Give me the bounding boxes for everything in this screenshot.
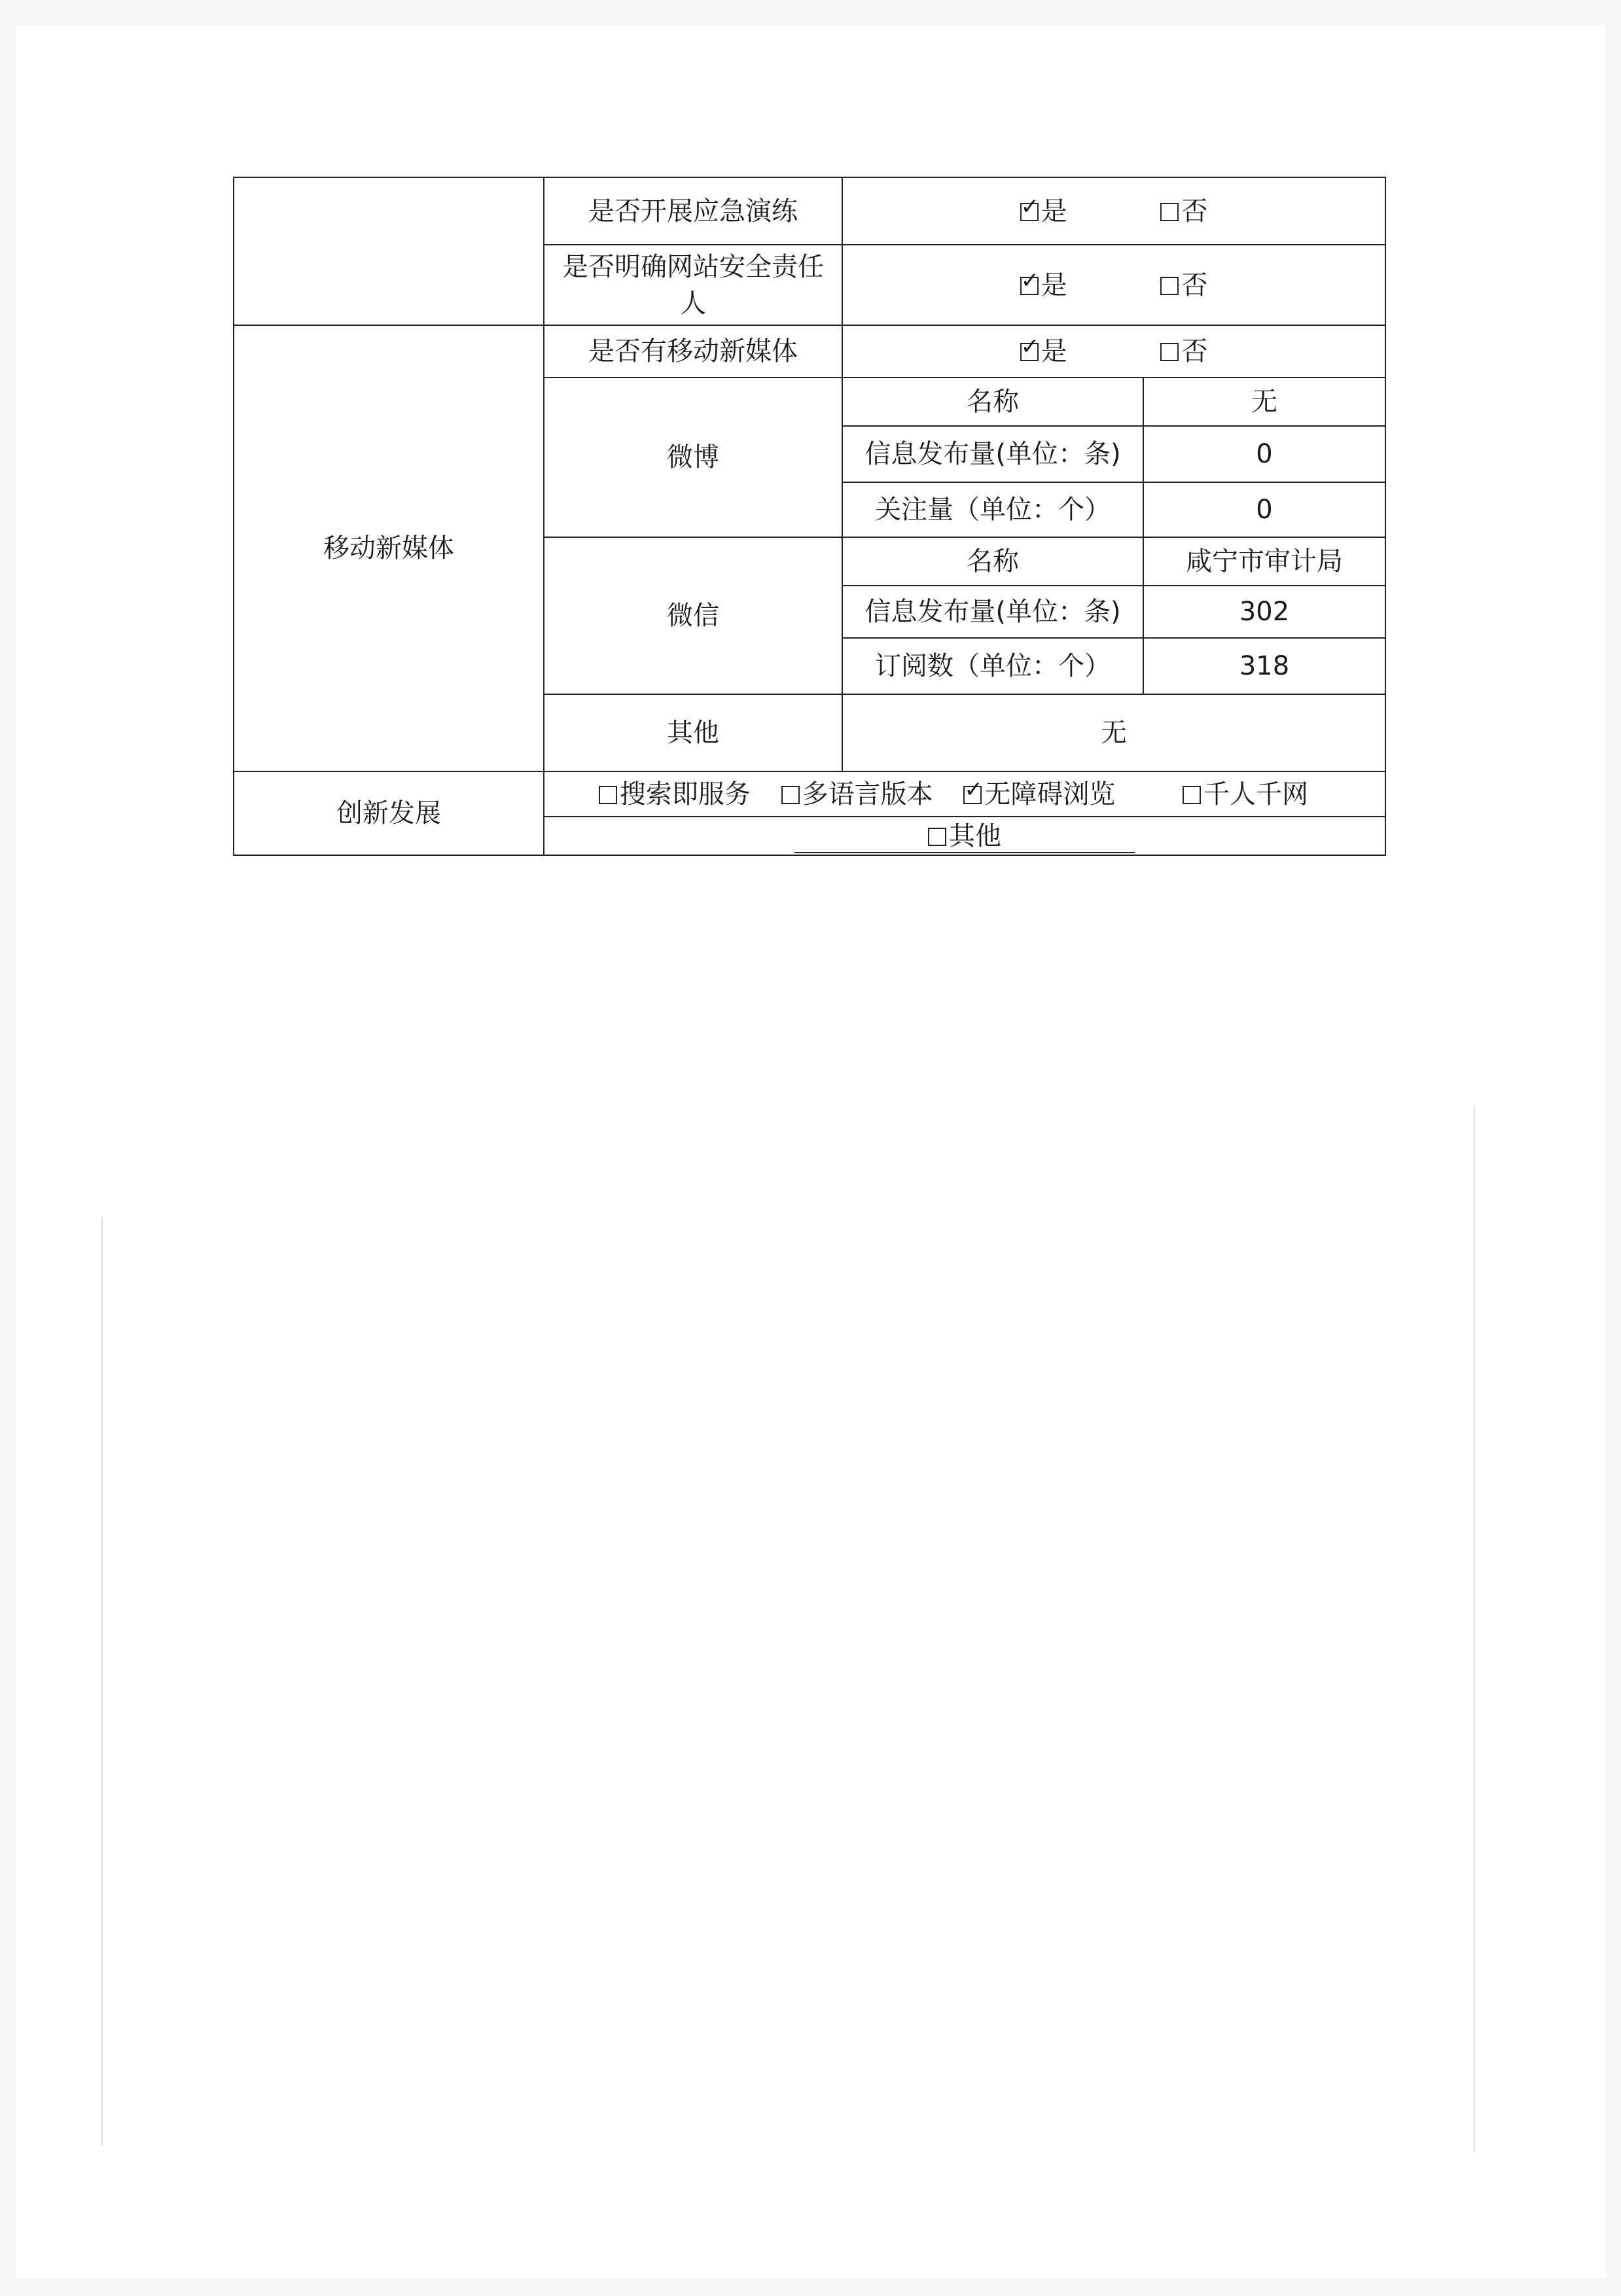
search-service-option[interactable]: 搜索即服务 bbox=[599, 776, 751, 813]
website-report-table bbox=[233, 177, 1386, 856]
has-mobile-no-option[interactable]: 否 bbox=[1160, 333, 1207, 370]
has-mobile-options bbox=[842, 325, 1385, 378]
has-mobile-yes-option[interactable]: ✓ 是 bbox=[1020, 334, 1067, 366]
officer-yes-option[interactable]: ✓ 是 bbox=[1020, 267, 1067, 300]
table-row bbox=[234, 771, 1385, 817]
has-mobile-label: 是否有移动新媒体 bbox=[544, 325, 842, 378]
accessible-browsing-option[interactable]: ✓ 无障碍浏览 bbox=[964, 776, 1116, 809]
other-media-value: 无 bbox=[842, 694, 1385, 771]
weibo-follow-label: 关注量（单位：个） bbox=[842, 482, 1143, 537]
weibo-label: 微博 bbox=[544, 378, 842, 537]
officer-options bbox=[842, 245, 1385, 325]
empty-checkbox-icon[interactable] bbox=[599, 786, 617, 804]
innovation-section-label: 创新发展 bbox=[234, 771, 544, 855]
empty-checkbox-icon[interactable] bbox=[1160, 203, 1179, 221]
empty-checkbox-icon[interactable] bbox=[1160, 277, 1179, 295]
empty-checkbox-icon[interactable] bbox=[1183, 786, 1201, 804]
weibo-follow-value: 0 bbox=[1143, 482, 1385, 537]
weixin-subs-value: 318 bbox=[1143, 638, 1385, 694]
checked-checkbox-icon[interactable]: ✓ bbox=[1020, 334, 1040, 360]
officer-no-option[interactable]: 否 bbox=[1160, 267, 1207, 304]
innovation-options bbox=[544, 771, 1385, 817]
weixin-name-value: 咸宁市审计局 bbox=[1143, 537, 1385, 586]
innovation-other bbox=[544, 817, 1385, 855]
checked-checkbox-icon[interactable]: ✓ bbox=[1020, 267, 1040, 294]
weibo-name-label: 名称 bbox=[842, 378, 1143, 426]
table-row bbox=[234, 177, 1385, 245]
drill-label: 是否开展应急演练 bbox=[544, 177, 842, 245]
drill-yes-option[interactable]: ✓ 是 bbox=[1020, 193, 1067, 226]
mobile-section-label: 移动新媒体 bbox=[234, 325, 544, 771]
weixin-posts-value: 302 bbox=[1143, 586, 1385, 638]
drill-no-option[interactable]: 否 bbox=[1160, 193, 1207, 230]
other-media-label: 其他 bbox=[544, 694, 842, 771]
innovation-other-option[interactable]: 其他 bbox=[794, 821, 1135, 853]
table-row bbox=[234, 325, 1385, 378]
empty-checkbox-icon[interactable] bbox=[781, 786, 800, 804]
weibo-posts-label: 信息发布量(单位：条) bbox=[842, 426, 1143, 482]
weixin-name-label: 名称 bbox=[842, 537, 1143, 586]
empty-checkbox-icon[interactable] bbox=[1160, 343, 1179, 361]
officer-label: 是否明确网站安全责任人 bbox=[544, 245, 842, 325]
drill-options bbox=[842, 177, 1385, 245]
empty-checkbox-icon[interactable] bbox=[928, 828, 946, 846]
weixin-posts-label: 信息发布量(单位：条) bbox=[842, 586, 1143, 638]
empty-section-cell bbox=[234, 177, 544, 325]
weixin-label: 微信 bbox=[544, 537, 842, 694]
scan-edge-right bbox=[1474, 1106, 1475, 2153]
weibo-name-value: 无 bbox=[1143, 378, 1385, 426]
scan-edge-left bbox=[101, 1217, 103, 2146]
personalized-site-option[interactable]: 千人千网 bbox=[1183, 776, 1308, 813]
checked-checkbox-icon[interactable]: ✓ bbox=[964, 776, 983, 803]
multilang-option[interactable]: 多语言版本 bbox=[781, 776, 933, 813]
checked-checkbox-icon[interactable]: ✓ bbox=[1020, 193, 1040, 220]
weibo-posts-value: 0 bbox=[1143, 426, 1385, 482]
weixin-subs-label: 订阅数（单位：个） bbox=[842, 638, 1143, 694]
